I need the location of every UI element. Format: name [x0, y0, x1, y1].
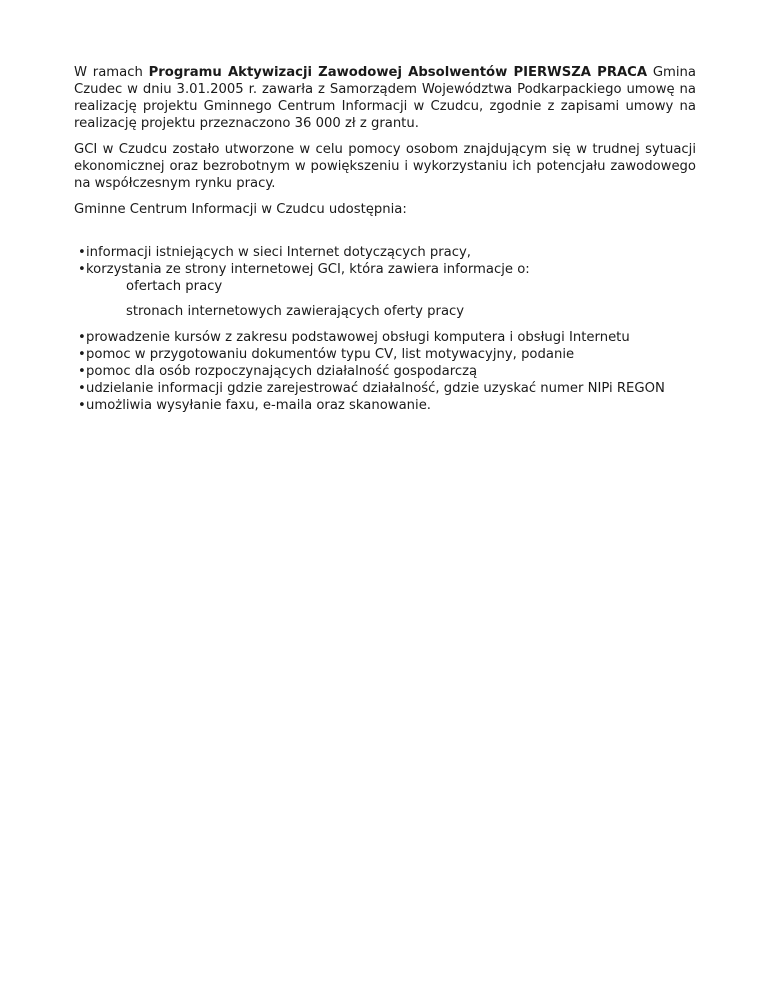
bullet-icon: • — [78, 347, 86, 362]
bullet-icon: • — [78, 398, 86, 413]
list-item — [74, 363, 696, 380]
offers-list-top — [74, 244, 696, 278]
list-item — [74, 329, 696, 346]
document-page — [74, 64, 696, 414]
list-item-text: pomoc w przygotowaniu dokumentów typu CV, list motywacyjny, podanie — [86, 347, 575, 362]
list-item — [74, 346, 696, 363]
bullet-icon: • — [78, 381, 86, 396]
sub-list-item: stronach internetowych zawierających oferty pracy — [126, 304, 465, 319]
list-item-text: pomoc dla osób rozpoczynających działalność gospodarczą — [86, 364, 478, 379]
list-item-text: udzielanie informacji gdzie zarejestrować działalność, gdzie uzyskać numer NIPi REGON — [86, 381, 665, 396]
list-item — [74, 397, 696, 414]
list-item-text: korzystania ze strony internetowej GCI, która zawiera informacje o: — [86, 262, 530, 277]
offers-sub-list — [74, 278, 696, 320]
list-item — [74, 380, 696, 397]
program-name: Programu Aktywizacji Zawodowej Absolwentów PIERWSZA PRACA — [148, 65, 648, 80]
offers-heading: Gminne Centrum Informacji w Czudcu udostępnia: — [74, 202, 407, 217]
bullet-icon: • — [78, 262, 86, 277]
list-item — [74, 261, 696, 278]
intro-lead: W ramach — [74, 65, 149, 80]
sub-list-item: ofertach pracy — [126, 279, 223, 294]
intro-rest: Gmina Czudec w dniu 3.01.2005 r. zawarła z Samorządem Województwa Podkarpackiego umowę na realizację projektu Gminnego Centrum Informacji w Czudcu, zgodnie z zapisami umowy na realizację projektu przeznaczono 36 000 zł z grantu. — [74, 65, 696, 131]
list-item-text: umożliwia wysyłanie faxu, e-maila oraz skanowanie. — [86, 398, 431, 413]
list-item-text: prowadzenie kursów z zakresu podstawowej obsługi komputera i obsługi Internetu — [86, 330, 630, 345]
offers-list-bottom — [74, 329, 696, 414]
purpose-paragraph: GCI w Czudcu zostało utworzone w celu pomocy osobom znajdującym się w trudnej sytuacji ekonomicznej oraz bezrobotnym w powiększeniu i wykorzystaniu ich potencjału zawodowego na współczesnym rynku pracy. — [74, 142, 696, 191]
list-item-text: informacji istniejących w sieci Internet dotyczących pracy, — [86, 245, 471, 260]
intro-paragraph — [74, 64, 696, 132]
bullet-icon: • — [78, 330, 86, 345]
list-item — [74, 244, 696, 261]
bullet-icon: • — [78, 364, 86, 379]
bullet-icon: • — [78, 245, 86, 260]
